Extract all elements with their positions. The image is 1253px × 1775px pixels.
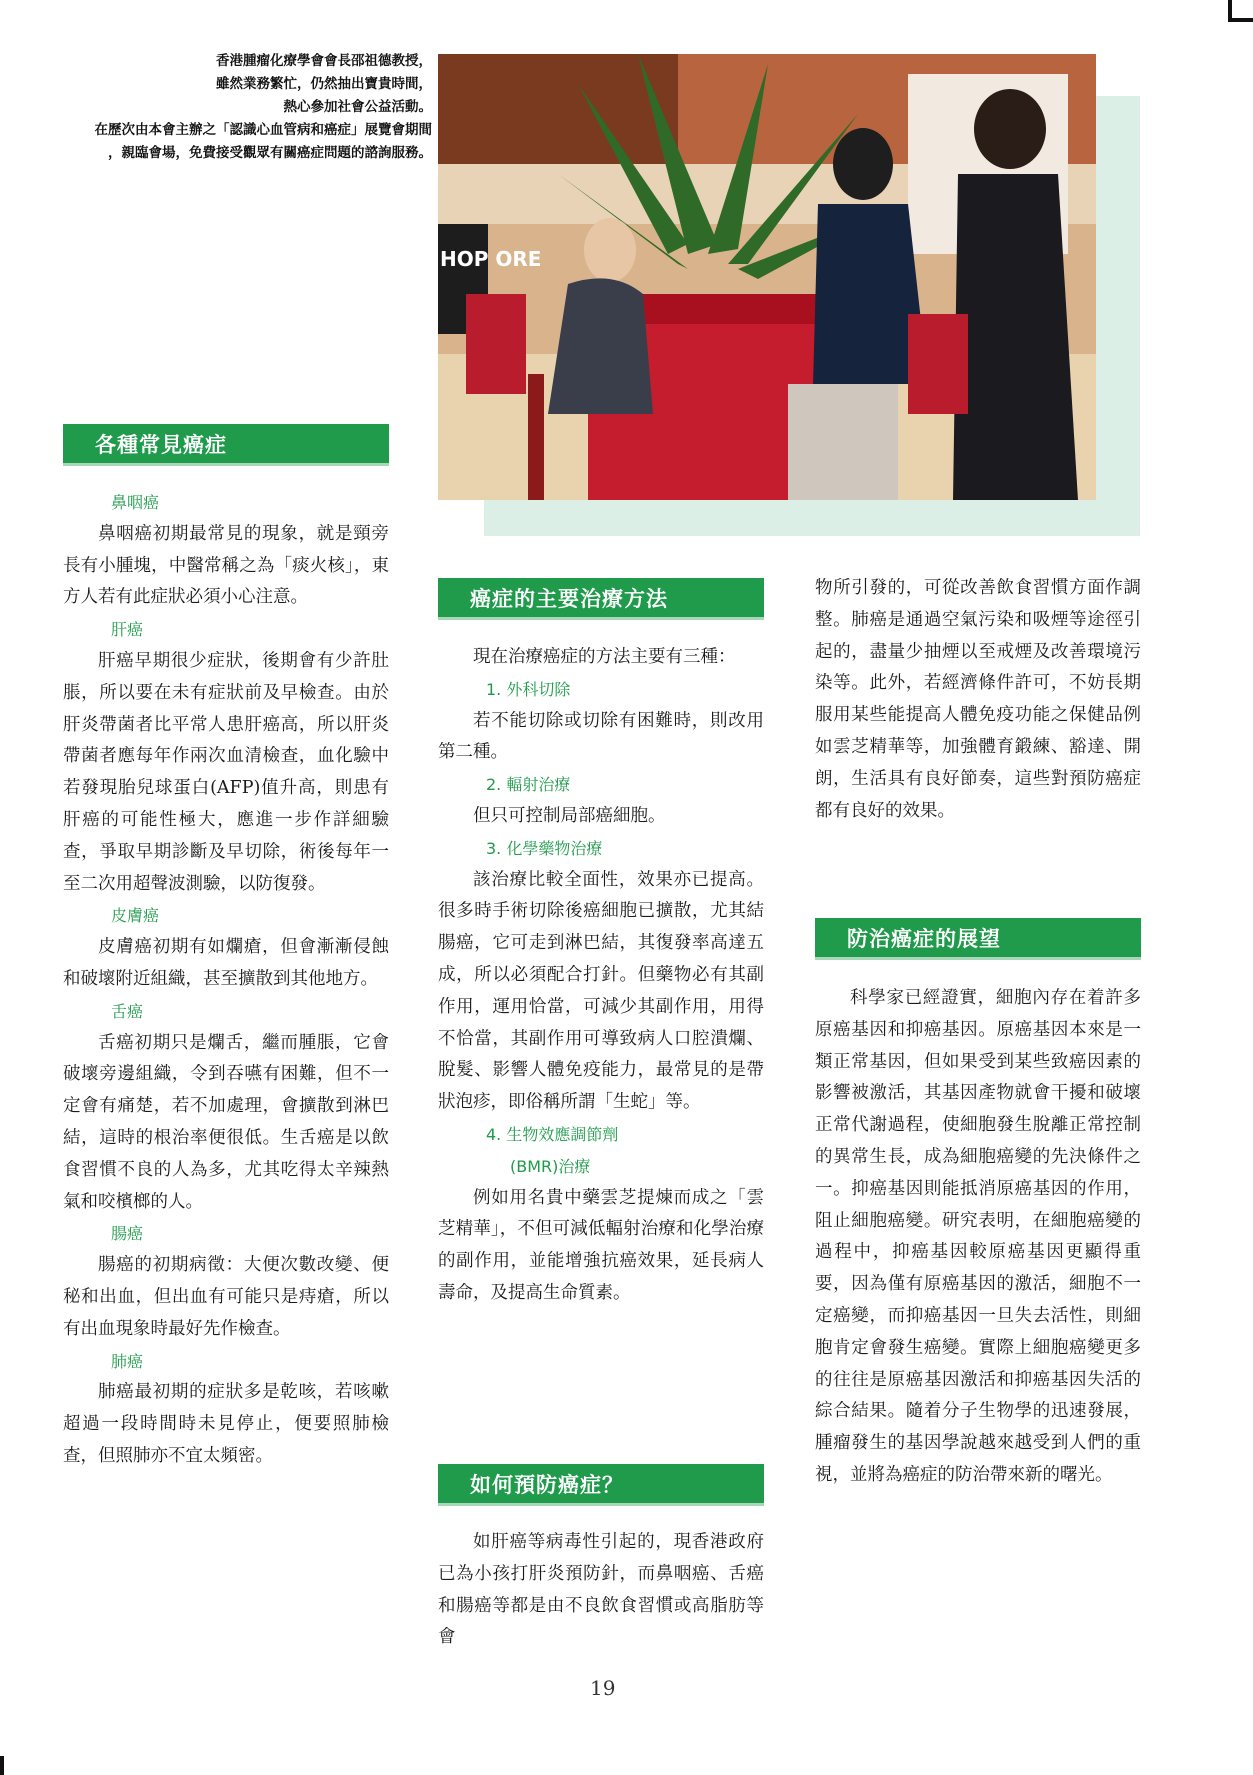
- subheading-npc: 鼻咽癌: [111, 493, 160, 512]
- crop-mark-top-right-h: [1228, 18, 1253, 22]
- treatment-item-2-label: 2. 輻射治療: [486, 775, 571, 795]
- treatment-item-3-label: 3. 化學藥物治療: [486, 838, 603, 858]
- paragraph-lung: 肺癌最初期的症狀多是乾咳，若咳嗽超過一段時間時未見停止，便要照肺檢查，但照肺亦不宜太頻密。: [63, 1382, 389, 1466]
- treatment-item-4-text: 例如用名貴中藥雲芝提煉而成之「雲芝精華」，不但可減低輻射治療和化學治療的副作用，並能增強抗癌效果，延長病人壽命，及提高生命質素。: [438, 1187, 764, 1303]
- consultation-photo: [438, 54, 1096, 500]
- column-common-cancers: [63, 487, 389, 1473]
- treatment-item-2-text: 但只可控制局部癌細胞。: [473, 805, 666, 826]
- caption-line: 熱心參加社會公益活動。: [283, 99, 432, 115]
- paragraph-skin: 皮膚癌初期有如爛瘡，但會漸漸侵蝕和破壞附近組織，甚至擴散到其他地方。: [63, 937, 389, 989]
- subheading-colon: 腸癌: [111, 1224, 144, 1244]
- caption-line: ，親臨會場，免費接受觀眾有關癌症問題的諮詢服務。: [108, 145, 432, 161]
- subheading-liver: 肝癌: [111, 620, 144, 640]
- column-prevention-a: [438, 1527, 764, 1654]
- paragraph-liver: 肝癌早期很少症狀，後期會有少許肚脹，所以要在未有症狀前及早檢查。由於肝炎帶菌者比平常人患肝癌高，所以肝炎帶菌者應每年作兩次血清檢查，血化驗中若發現胎兒球蛋白(AFP)值升高，則患有肝癌的可能性極大，應進一步作詳細驗查，爭取早期診斷及早切除，術後每年一至二次用超聲波測驗，以防復發。: [63, 650, 389, 894]
- crop-mark-bottom-left: [0, 1756, 4, 1775]
- store-sign-text: HOP ORE: [440, 247, 542, 271]
- column-prevention-b: [815, 573, 1141, 827]
- paragraph-prevention-a: 如肝癌等病毒性引起的，現香港政府已為小孩打肝炎預防針，而鼻咽癌、舌癌和腸癌等都是由不良飲食習慣或高脂肪等會: [438, 1532, 764, 1648]
- paragraph-prevention-b: 物所引發的，可從改善飲食習慣方面作調整。肺癌是通過空氣污染和吸煙等途徑引起的，盡量少抽煙以至戒煙及改善環境污染等。此外，若經濟條件許可，不妨長期服用某些能提高人體免疫功能之保健品例如雲芝精華等，加強體育鍛練、豁達、開朗，生活具有良好節奏，這些對預防癌症都有良好的效果。: [815, 578, 1141, 821]
- page-number: 19: [590, 1676, 616, 1700]
- treatment-item-1-text: 若不能切除或切除有困難時，則改用第二種。: [438, 710, 764, 763]
- column-outlook: [815, 983, 1141, 1492]
- heading-treatment: 癌症的主要治療方法: [438, 578, 764, 620]
- paragraph-outlook: 科學家已經證實，細胞內存在着許多原癌基因和抑癌基因。原癌基因本來是一類正常基因，但如果受到某些致癌因素的影響被激活，其基因產物就會干擾和破壞正常代謝過程，使細胞發生脫離正常控制的異常生長，成為細胞癌變的先決條件之一。抑癌基因則能抵消原癌基因的作用，阻止細胞癌變。研究表明，在細胞癌變的過程中，抑癌基因較原癌基因更顯得重要，因為僅有原癌基因的激活，細胞不一定癌變，而抑癌基因一旦失去活性，則細胞肯定會發生癌變。實際上細胞癌變更多的往往是原癌基因激活和抑癌基因失活的綜合結果。隨着分子生物學的迅速發展，腫瘤發生的基因學說越來越受到人們的重視，並將為癌症的防治帶來新的曙光。: [815, 988, 1141, 1485]
- heading-prevention: 如何預防癌症？: [438, 1464, 764, 1506]
- treatment-item-1-label: 1. 外科切除: [486, 679, 571, 699]
- subheading-lung: 肺癌: [111, 1351, 144, 1371]
- treatment-item-4-label: 4. 生物效應調節劑: [486, 1124, 619, 1144]
- column-treatment: [438, 642, 764, 1310]
- treatment-item-3-text: 該治療比較全面性，效果亦已提高。很多時手術切除後癌細胞已擴散，尤其結腸癌，它可走到淋巴結，其復發率高達五成，所以必須配合打針。但藥物必有其副作用，運用恰當，可減少其副作用，用得不恰當，其副作用可導致病人口腔潰爛、脫髮、影響人體免疫能力，最常見的是帶狀泡疹，即俗稱所謂「生蛇」等。: [438, 869, 764, 1113]
- paragraph-colon: 腸癌的初期病徵：大便次數改變、便秘和出血，但出血有可能只是痔瘡，所以有出血現象時最好先作檢查。: [63, 1255, 389, 1339]
- subheading-skin: 皮膚癌: [111, 906, 160, 926]
- heading-common-cancers: 各種常見癌症: [63, 424, 389, 466]
- paragraph-npc: 鼻咽癌初期最常見的現象，就是頸旁長有小腫塊，中醫常稱之為「痰火核」，東方人若有此症狀必須小心注意。: [63, 523, 389, 608]
- paragraph-tongue: 舌癌初期只是爛舌，繼而腫脹，它會破壞旁邊組織，令到吞嚥有困難，但不一定會有痛楚，若不加處理，會擴散到淋巴結，這時的根治率便很低。生舌癌是以飲食習慣不良的人為多，尤其吃得太辛辣熱氣和咬檳榔的人。: [63, 1032, 389, 1212]
- caption-line: 香港腫瘤化療學會會長邵祖德教授，: [216, 53, 432, 69]
- paragraph-treatment-intro: 現在治療癌症的方法主要有三種：: [473, 647, 736, 667]
- treatment-item-4-label-2: (BMR)治療: [510, 1156, 591, 1176]
- subheading-tongue: 舌癌: [111, 1001, 144, 1021]
- heading-outlook: 防治癌症的展望: [815, 918, 1141, 960]
- caption-line: 雖然業務繁忙，仍然抽出寶貴時間，: [216, 76, 432, 92]
- photo-caption: [8, 50, 432, 165]
- caption-line: 在歷次由本會主辦之「認識心血管病和癌症」展覽會期間: [94, 122, 432, 138]
